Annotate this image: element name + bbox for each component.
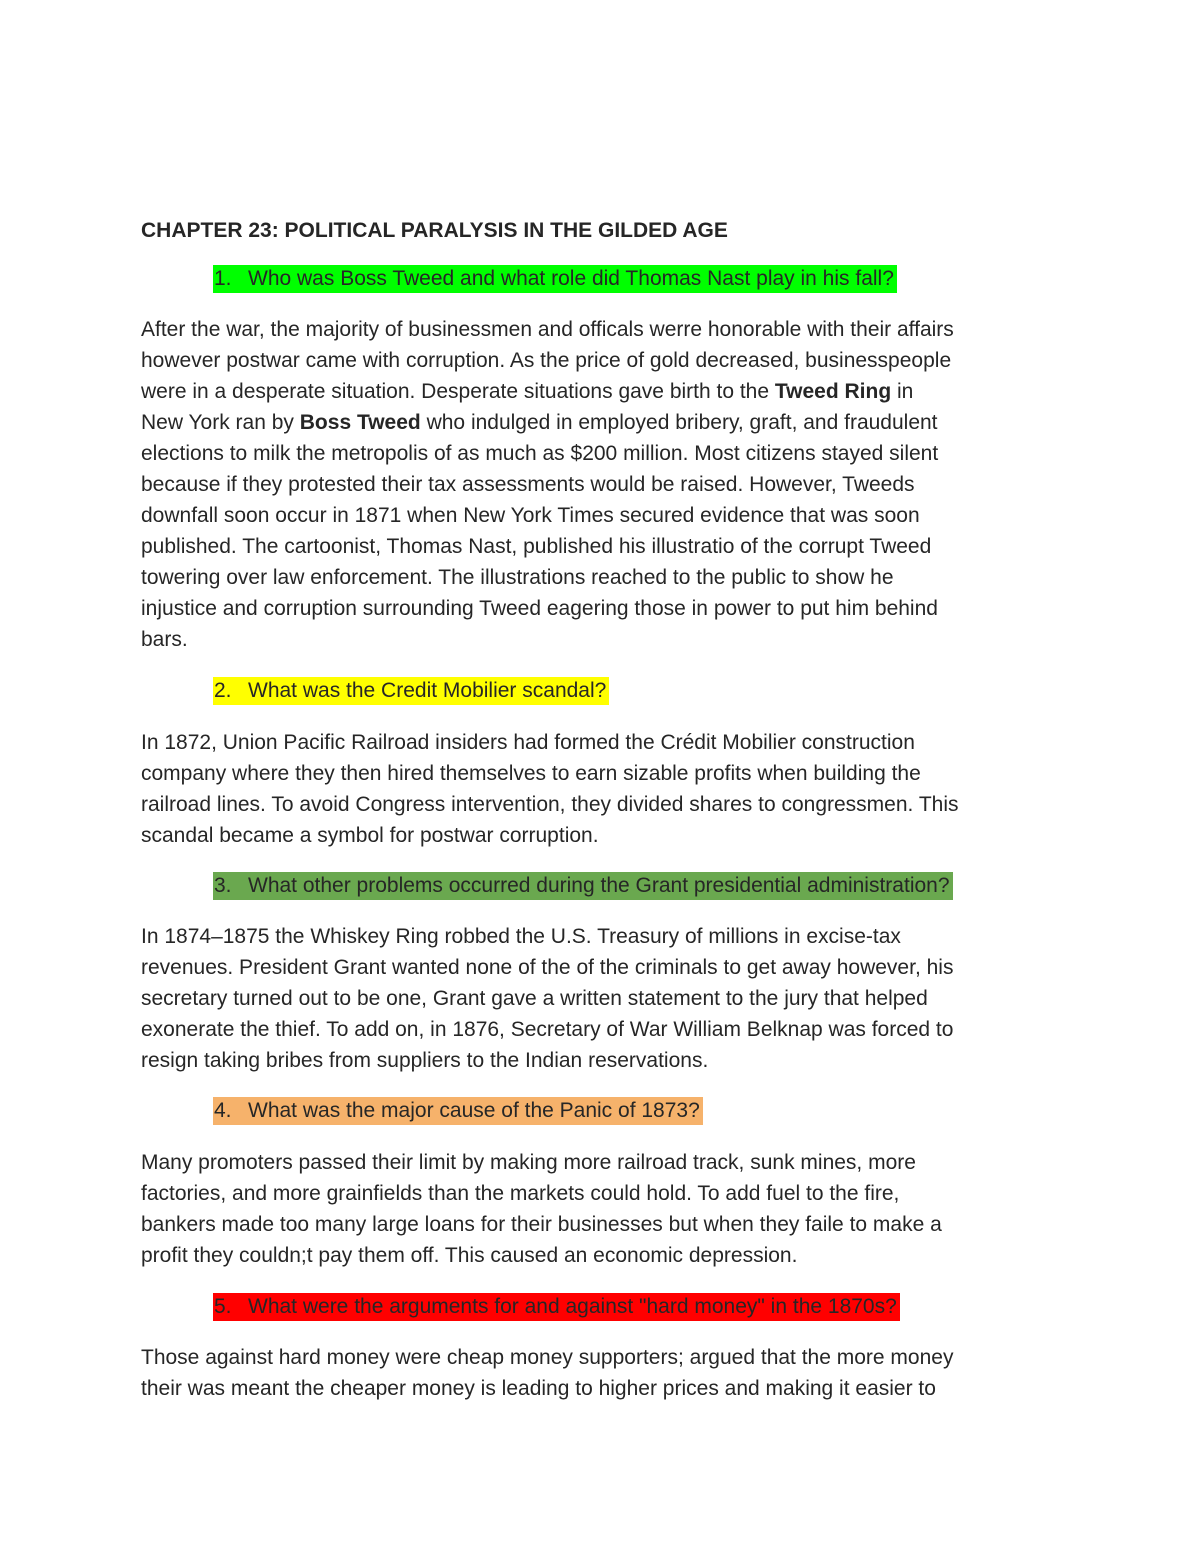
question-2-highlight bbox=[213, 677, 609, 705]
answer-line: bankers made too many large loans for their businesses but when they faile to make a bbox=[141, 1213, 942, 1236]
answer-line: company where they then hired themselves to earn sizable profits when building the bbox=[141, 762, 921, 785]
answer-1 bbox=[141, 314, 1066, 655]
question-3 bbox=[213, 872, 953, 900]
answer-line: their was meant the cheaper money is leading to higher prices and making it easier to bbox=[141, 1377, 936, 1400]
answer-line: however postwar came with corruption. As the price of gold decreased, businesspeople bbox=[141, 349, 952, 372]
question-number: 1. bbox=[214, 267, 232, 290]
answer-line: Those against hard money were cheap money supporters; argued that the more money bbox=[141, 1346, 954, 1369]
answer-4 bbox=[141, 1147, 1066, 1271]
answer-line: because if they protested their tax assessments would be raised. However, Tweeds bbox=[141, 473, 915, 496]
question-1 bbox=[213, 265, 897, 293]
question-text: Who was Boss Tweed and what role did Thomas Nast play in his fall? bbox=[248, 267, 894, 290]
answer-line: secretary turned out to be one, Grant gave a written statement to the jury that helped bbox=[141, 987, 928, 1010]
page-title: CHAPTER 23: POLITICAL PARALYSIS IN THE GILDED AGE bbox=[141, 219, 728, 242]
question-3-highlight bbox=[213, 872, 953, 900]
question-text: What was the Credit Mobilier scandal? bbox=[248, 679, 607, 702]
answer-3 bbox=[141, 921, 1066, 1076]
answer-line: Many promoters passed their limit by making more railroad track, sunk mines, more bbox=[141, 1151, 916, 1174]
answer-line: In 1874–1875 the Whiskey Ring robbed the U.S. Treasury of millions in excise-tax bbox=[141, 925, 901, 948]
question-1-highlight bbox=[213, 265, 897, 293]
answer-text: who indulged in employed bribery, graft, and fraudulent bbox=[420, 411, 938, 434]
question-2 bbox=[213, 677, 609, 705]
answer-5 bbox=[141, 1342, 1066, 1404]
answer-text: New York ran by bbox=[141, 411, 300, 434]
question-5 bbox=[213, 1293, 900, 1321]
answer-line: revenues. President Grant wanted none of the of the criminals to get away however, his bbox=[141, 956, 954, 979]
question-text: What was the major cause of the Panic of 1873? bbox=[248, 1099, 700, 1122]
answer-text: in bbox=[891, 380, 914, 403]
bold-term-boss-tweed: Boss Tweed bbox=[299, 411, 421, 434]
answer-text: were in a desperate situation. Desperate situations gave birth to the bbox=[141, 380, 775, 403]
answer-line: resign taking bribes from suppliers to the Indian reservations. bbox=[141, 1049, 709, 1072]
question-4-highlight bbox=[213, 1097, 703, 1125]
question-5-highlight bbox=[213, 1293, 900, 1321]
question-number: 2. bbox=[214, 679, 232, 702]
answer-line: exonerate the thief. To add on, in 1876, Secretary of War William Belknap was forced to bbox=[141, 1018, 954, 1041]
answer-line: scandal became a symbol for postwar corruption. bbox=[141, 824, 599, 847]
answer-2 bbox=[141, 727, 1066, 851]
bold-term-tweed-ring: Tweed Ring bbox=[774, 380, 892, 403]
answer-line: After the war, the majority of businessmen and officals werre honorable with their affairs bbox=[141, 318, 954, 341]
answer-line bbox=[141, 376, 1066, 407]
question-number: 4. bbox=[214, 1099, 232, 1122]
answer-line: towering over law enforcement. The illustrations reached to the public to show he bbox=[141, 566, 894, 589]
question-4 bbox=[213, 1097, 703, 1125]
answer-line: In 1872, Union Pacific Railroad insiders had formed the Crédit Mobilier construction bbox=[141, 731, 915, 754]
answer-line: published. The cartoonist, Thomas Nast, published his illustratio of the corrupt Tweed bbox=[141, 535, 932, 558]
question-number: 5. bbox=[214, 1295, 232, 1318]
answer-line: factories, and more grainfields than the markets could hold. To add fuel to the fire, bbox=[141, 1182, 900, 1205]
answer-line: injustice and corruption surrounding Tweed eagering those in power to put him behind bbox=[141, 597, 938, 620]
answer-line: bars. bbox=[141, 628, 188, 651]
question-text: What were the arguments for and against "hard money" in the 1870s? bbox=[248, 1295, 897, 1318]
answer-line: downfall soon occur in 1871 when New York Times secured evidence that was soon bbox=[141, 504, 920, 527]
answer-line: profit they couldn;t pay them off. This caused an economic depression. bbox=[141, 1244, 798, 1267]
answer-line bbox=[141, 407, 1066, 438]
answer-line: elections to milk the metropolis of as much as $200 million. Most citizens stayed silent bbox=[141, 442, 939, 465]
question-text: What other problems occurred during the Grant presidential administration? bbox=[248, 874, 950, 897]
answer-line: railroad lines. To avoid Congress intervention, they divided shares to congressmen. This bbox=[141, 793, 959, 816]
question-number: 3. bbox=[214, 874, 232, 897]
